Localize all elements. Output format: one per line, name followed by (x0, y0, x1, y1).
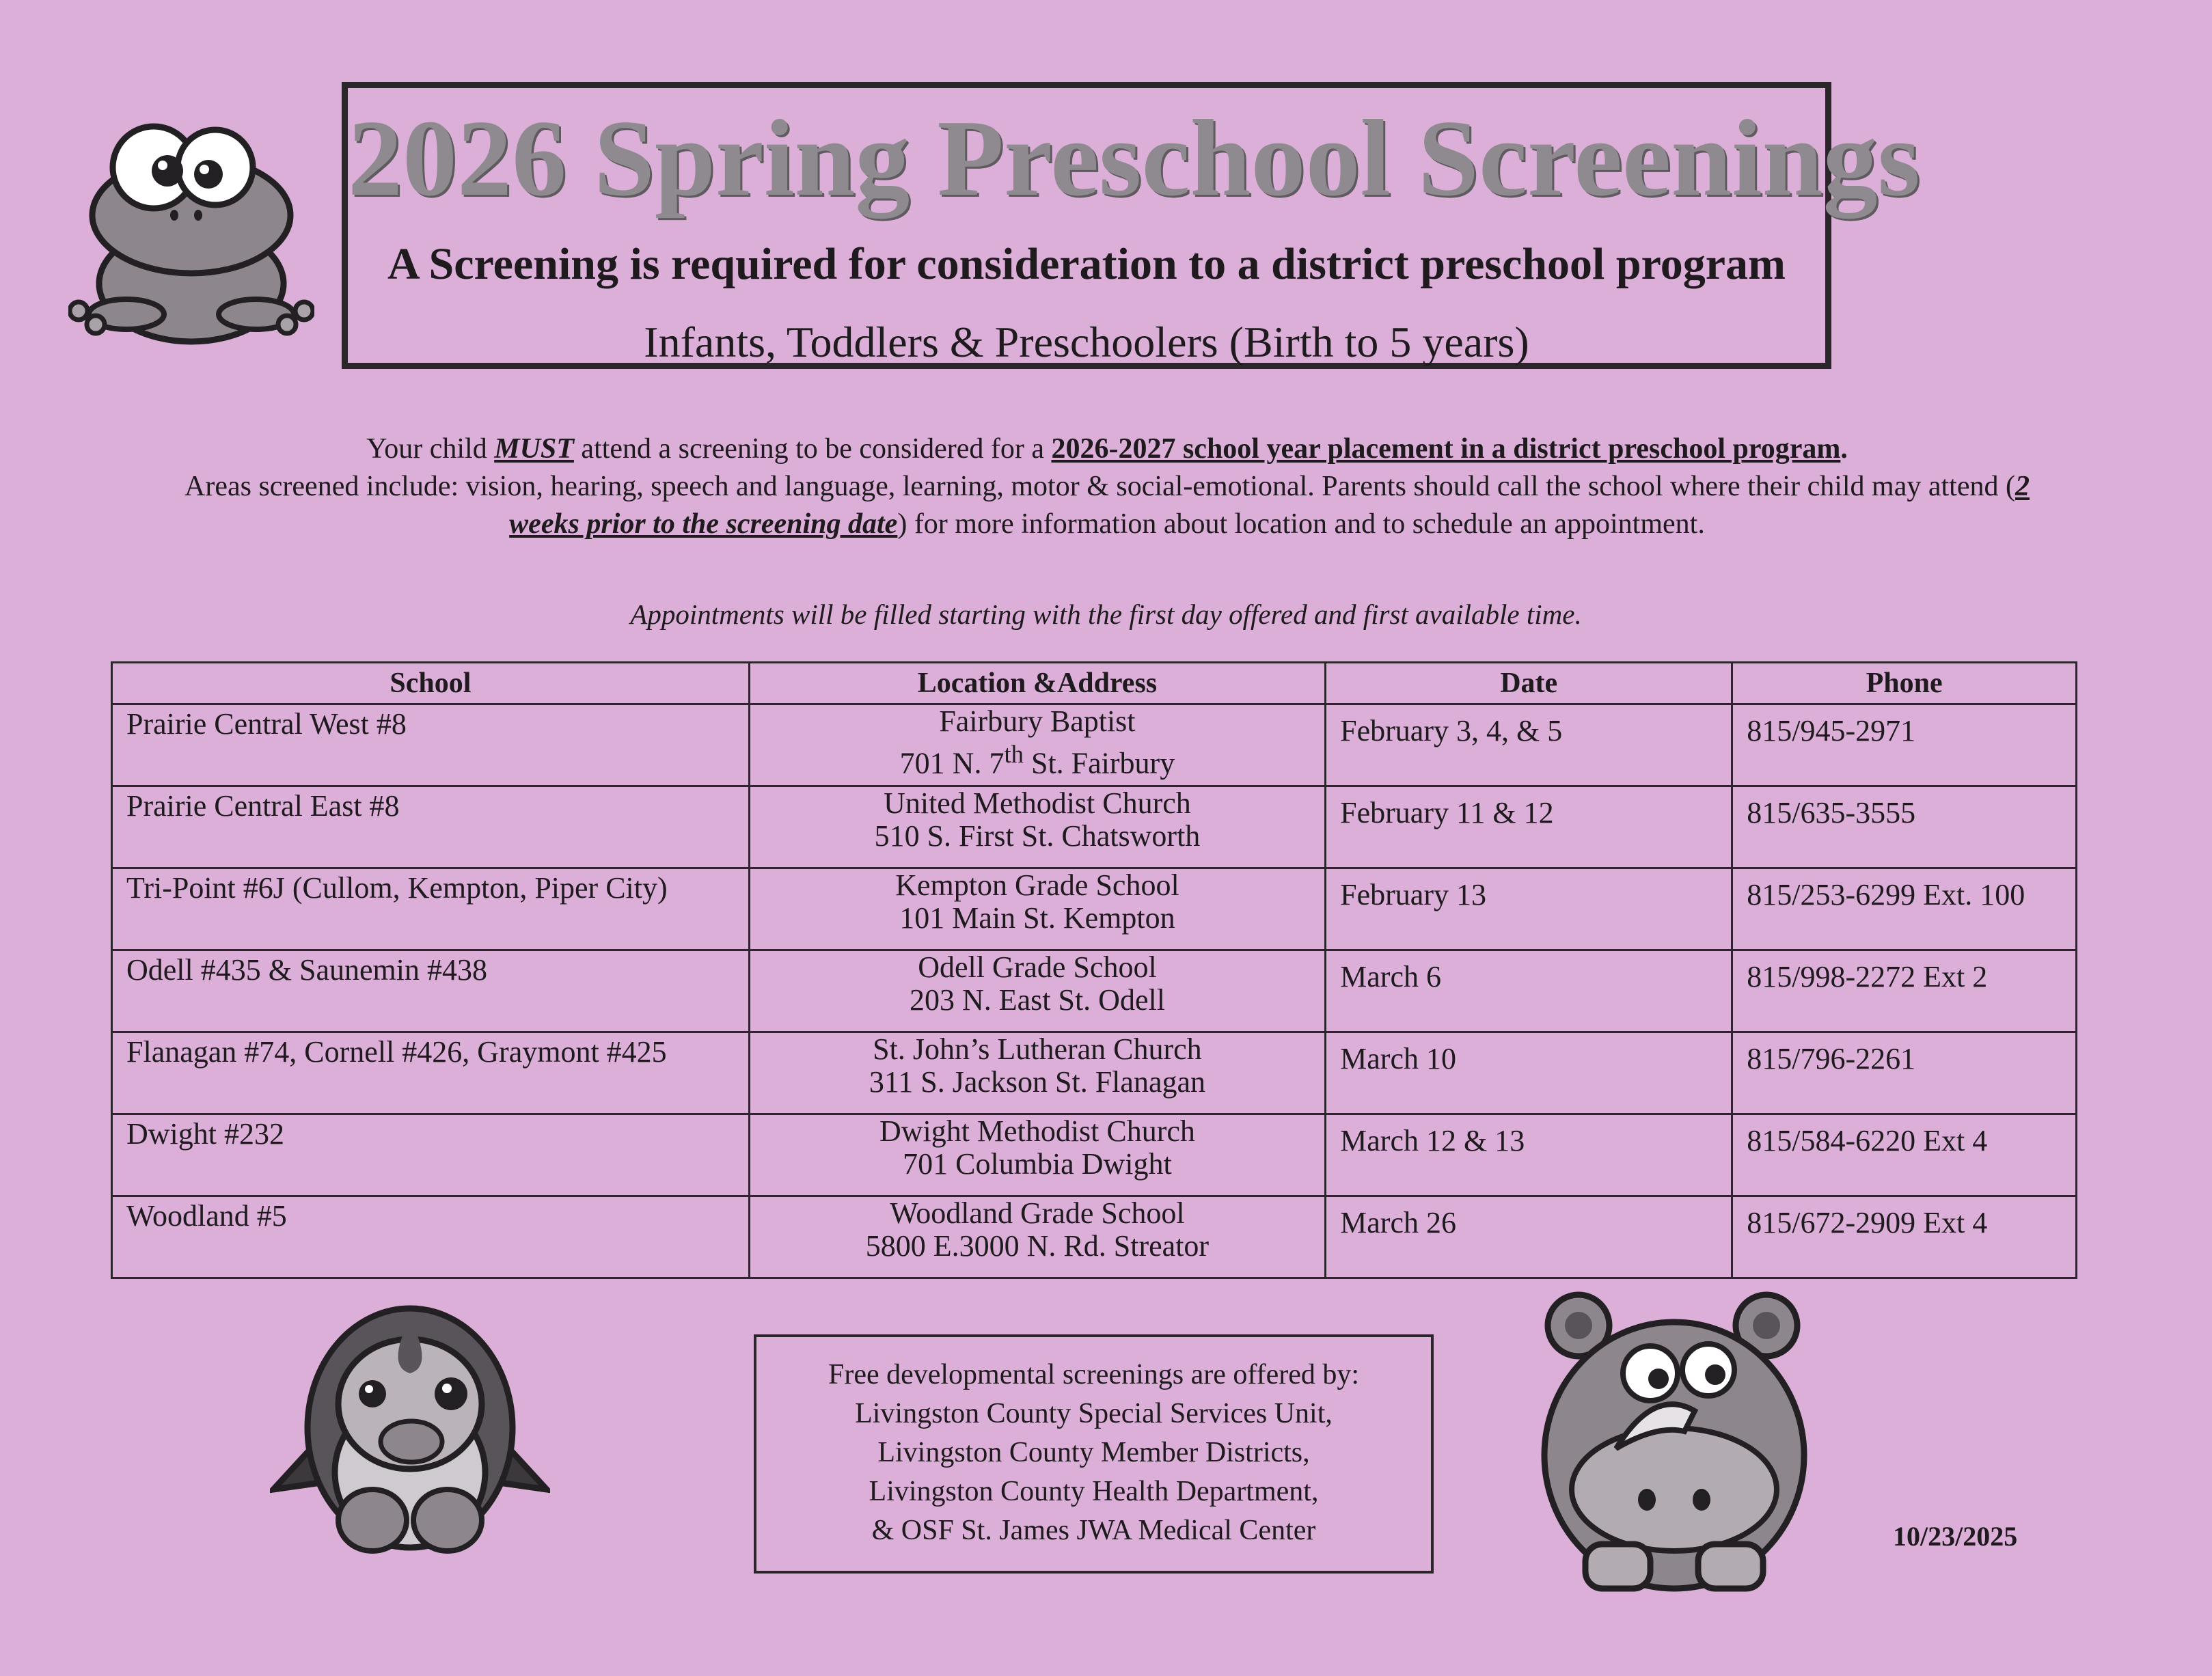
location-address: 203 N. East St. Odell (909, 983, 1165, 1017)
header-date: Date (1326, 663, 1732, 704)
provider-medical-center: & OSF St. James JWA Medical Center (871, 1515, 1316, 1546)
table-row (112, 1114, 2077, 1196)
school-cell: Flanagan #74, Cornell #426, Graymont #425 (112, 1032, 750, 1114)
location-name: Dwight Methodist Church (879, 1114, 1195, 1148)
header-school: School (112, 663, 750, 704)
provider-member-districts: Livingston County Member Districts, (877, 1437, 1310, 1468)
intro-paragraph (171, 430, 2043, 543)
location-address (757, 738, 1317, 780)
location-address: 5800 E.3000 N. Rd. Streator (865, 1229, 1210, 1263)
location-address: 701 Columbia Dwight (903, 1147, 1172, 1181)
rhino-illustration (1534, 1285, 1814, 1599)
table-header-row (112, 663, 2077, 704)
address-number: 701 N. 7 (899, 746, 1005, 780)
date-cell: February 13 (1326, 868, 1732, 950)
header-location: Location &Address (749, 663, 1325, 704)
table-row (112, 950, 2077, 1032)
page-subtitle: A Screening is required for consideration to a district preschool program (387, 239, 1786, 289)
phone-cell: 815/796-2261 (1732, 1032, 2077, 1114)
school-cell: Prairie Central East #8 (112, 786, 750, 868)
title-box (342, 82, 1920, 369)
school-cell: Odell #435 & Saunemin #438 (112, 950, 750, 1032)
prior-emphasis: 2 weeks prior to the screening date (509, 471, 2030, 540)
phone-cell: 815/584-6220 Ext 4 (1732, 1114, 2077, 1196)
placement-emphasis: 2026-2027 school year placement in a district preschool program (1051, 433, 1841, 465)
must-emphasis: MUST (494, 433, 574, 465)
date-cell: March 12 & 13 (1326, 1114, 1732, 1196)
table-row (112, 1196, 2077, 1278)
intro-text-a: Your child (366, 433, 495, 465)
location-cell (749, 704, 1325, 786)
location-address: 510 S. First St. Chatsworth (874, 819, 1201, 853)
screening-providers-box (754, 1334, 1434, 1574)
table-row (112, 868, 2077, 950)
location-address: 311 S. Jackson St. Flanagan (869, 1065, 1205, 1099)
location-cell (749, 1196, 1325, 1278)
page-title: 2026 Spring Preschool Screenings (348, 97, 1920, 219)
school-cell: Woodland #5 (112, 1196, 750, 1278)
phone-cell: 815/998-2272 Ext 2 (1732, 950, 2077, 1032)
penguin-illustration (270, 1291, 550, 1565)
intro-text-c: . (1840, 433, 1848, 465)
phone-cell: 815/635-3555 (1732, 786, 2077, 868)
school-cell: Dwight #232 (112, 1114, 750, 1196)
location-cell (749, 1114, 1325, 1196)
location-name: Fairbury Baptist (939, 704, 1136, 738)
age-range: Infants, Toddlers & Preschoolers (Birth to 5 years) (644, 318, 1529, 366)
location-cell (749, 786, 1325, 868)
location-cell (749, 1032, 1325, 1114)
address-rest: St. Fairbury (1023, 746, 1175, 780)
date-cell: March 26 (1326, 1196, 1732, 1278)
intro-line-2 (171, 468, 2043, 543)
phone-cell: 815/945-2971 (1732, 704, 2077, 786)
header-phone: Phone (1732, 663, 2077, 704)
location-name: Odell Grade School (918, 950, 1157, 984)
phone-cell: 815/672-2909 Ext 4 (1732, 1196, 2077, 1278)
phone-cell: 815/253-6299 Ext. 100 (1732, 868, 2077, 950)
provider-health-department: Livingston County Health Department, (869, 1476, 1319, 1507)
location-address: 101 Main St. Kempton (899, 901, 1175, 935)
location-name: Woodland Grade School (890, 1196, 1185, 1230)
appointments-note: Appointments will be filled starting with the first day offered and first available time. (630, 599, 1582, 630)
date-cell: March 10 (1326, 1032, 1732, 1114)
table-row (112, 786, 2077, 868)
location-name: Kempton Grade School (895, 868, 1179, 902)
school-cell: Tri-Point #6J (Cullom, Kempton, Piper City) (112, 868, 750, 950)
table-row (112, 704, 2077, 786)
address-suffix: th (1004, 740, 1024, 768)
providers-intro: Free developmental screenings are offered by: (828, 1359, 1360, 1390)
screening-schedule-table (111, 661, 2077, 1279)
date-cell: February 3, 4, & 5 (1326, 704, 1732, 786)
table-row (112, 1032, 2077, 1114)
school-cell: Prairie Central West #8 (112, 704, 750, 786)
location-cell (749, 868, 1325, 950)
intro-line-1 (171, 430, 2043, 468)
intro-text-b: attend a screening to be considered for a (573, 433, 1052, 465)
intro-areas: Areas screened include: vision, hearing, speech and language, learning, motor & social-emotional. Parents should call the school where their child may attend ( (185, 471, 2015, 502)
frog-illustration (68, 102, 314, 348)
revision-date: 10/23/2025 (1893, 1521, 2018, 1552)
intro-areas-end: ) for more information about location and to schedule an appointment. (897, 508, 1705, 540)
location-name: St. John’s Lutheran Church (873, 1032, 1202, 1066)
location-cell (749, 950, 1325, 1032)
date-cell: March 6 (1326, 950, 1732, 1032)
provider-special-services: Livingston County Special Services Unit, (855, 1398, 1333, 1429)
location-name: United Methodist Church (884, 786, 1191, 820)
date-cell: February 11 & 12 (1326, 786, 1732, 868)
